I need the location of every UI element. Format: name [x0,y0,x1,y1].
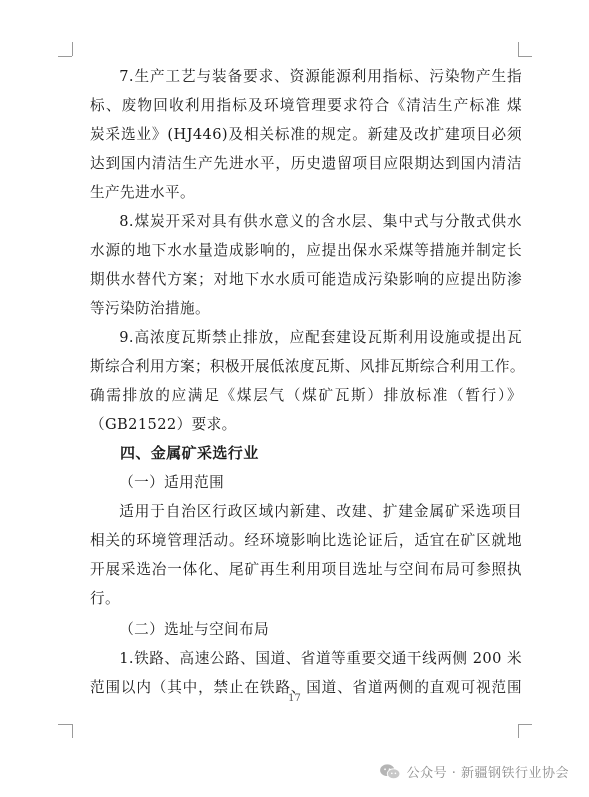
crop-mark-top-left-v [72,42,73,56]
crop-mark-top-left-h [58,56,72,57]
crop-mark-bottom-left-h [58,724,72,725]
crop-mark-top-right-v [518,42,519,56]
crop-mark-top-right-h [518,56,532,57]
text-line: （GB21522）要求。 [90,416,237,433]
crop-mark-bottom-right-v [518,724,519,738]
subsection-heading-siting: （二）选址与空间布局 [119,621,270,638]
text-line: 生产先进水平。 [90,184,195,201]
text-line: 标、废物回收利用指标及环境管理要求符合《清洁生产标准 煤 [90,97,522,114]
text-line: 期供水替代方案；对地下水水质可能造成污染影响的应提出防渗 [90,271,522,288]
text-line: 行。 [90,590,120,607]
wechat-icon [379,763,401,781]
text-line: 斯综合利用方案；积极开展低浓度瓦斯、风排瓦斯综合利用工作。 [90,358,525,375]
text-line: 范围以内（其中，禁止在铁路、国道、省道两侧的直观可视范围 [90,679,522,696]
text-line: 确需排放的应满足《煤层气（煤矿瓦斯）排放标准（暂行）》 [90,387,522,404]
document-body [90,62,525,702]
watermark [379,762,569,781]
text-line: 水源的地下水水量造成影响的，应提出保水采煤等措施并制定长 [90,242,522,259]
paragraph-8 [90,207,522,323]
page-number: 17 [288,693,301,704]
paragraph-scope [90,497,522,613]
paragraph-9 [90,323,525,439]
text-line: 1.铁路、高速公路、国道、省道等重要交通干线两侧 200 米 [119,650,522,667]
text-line: 等污染防治措施。 [90,300,210,317]
text-line: 达到国内清洁生产先进水平，历史遗留项目应限期达到国内清洁 [90,155,522,172]
section-heading-metal-mining: 四、金属矿采选行业 [120,444,259,462]
text-line: 适用于自治区行政区域内新建、改建、扩建金属矿采选项目 [119,503,522,520]
crop-mark-bottom-right-h [518,724,532,725]
subsection-heading-scope: （一）适用范围 [119,474,225,491]
watermark-text: 公众号 · 新疆钢铁行业协会 [406,766,569,781]
text-line: 8.煤炭开采对具有供水意义的含水层、集中式与分散式供水 [119,213,522,230]
paragraph-7 [90,62,522,207]
text-line: 开展采选冶一体化、尾矿再生利用项目选址与空间布局可参照执 [90,561,522,578]
text-line: 炭采选业》(HJ446)及相关标准的规定。新建及改扩建项目必须 [90,126,522,143]
crop-mark-bottom-left-v [72,724,73,738]
text-line: 9.高浓度瓦斯禁止排放，应配套建设瓦斯利用设施或提出瓦 [119,329,522,346]
text-line: 相关的环境管理活动。经环境影响比选论证后，适宜在矿区就地 [90,532,522,549]
text-line: 7.生产工艺与装备要求、资源能源利用指标、污染物产生指 [119,68,522,85]
